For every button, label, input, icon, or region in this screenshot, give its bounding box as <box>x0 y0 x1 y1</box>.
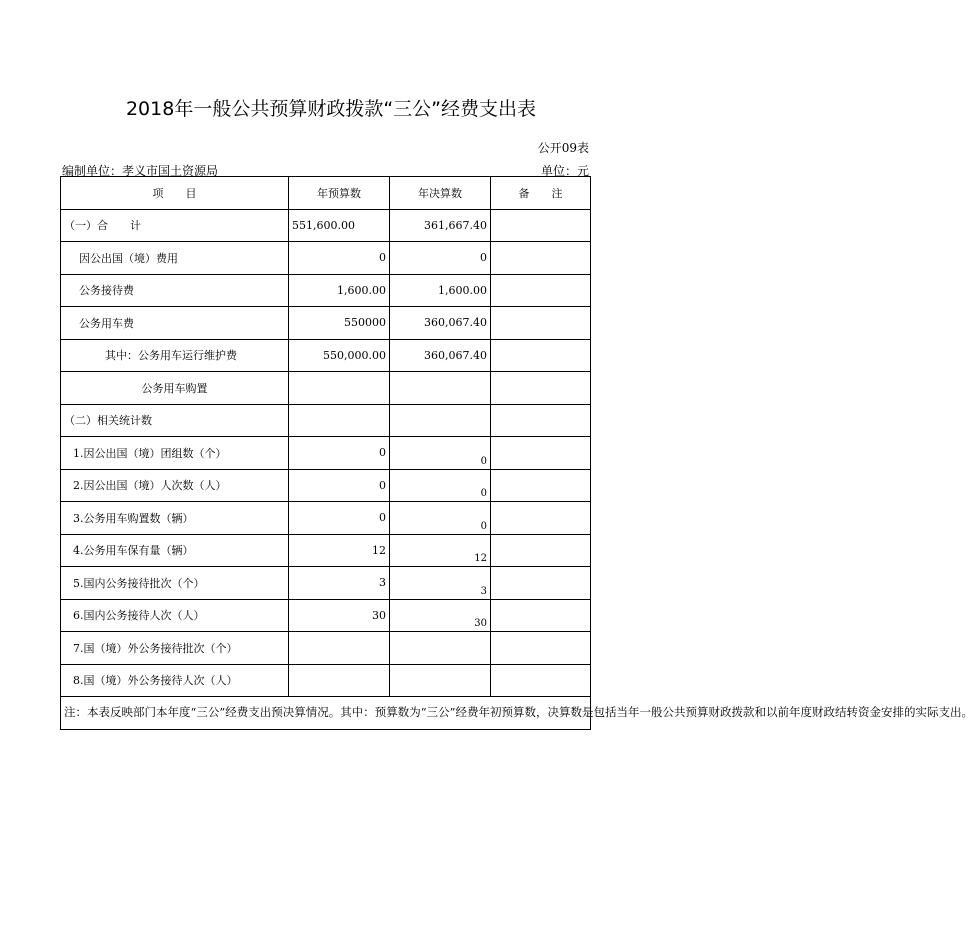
row-final <box>390 664 491 697</box>
row-label: 7.国（境）外公务接待批次（个） <box>61 632 289 665</box>
row-budget <box>289 632 390 665</box>
row-label: 公务接待费 <box>61 274 289 307</box>
row-label: 其中：公务用车运行维护费 <box>61 339 289 372</box>
row-final: 0 <box>390 437 491 470</box>
row-label: （一）合 计 <box>61 209 289 242</box>
row-final: 30 <box>390 599 491 632</box>
row-final: 3 <box>390 567 491 600</box>
row-note <box>491 599 591 632</box>
row-budget: 1,600.00 <box>289 274 390 307</box>
expense-table <box>60 176 973 730</box>
table-row <box>61 664 591 697</box>
row-note <box>491 209 591 242</box>
table-row <box>61 339 591 372</box>
row-note <box>491 567 591 600</box>
row-final <box>390 404 491 437</box>
form-number: 公开09表 <box>537 141 589 155</box>
row-final: 0 <box>390 242 491 275</box>
table-row <box>61 599 591 632</box>
row-label: 公务用车购置 <box>61 372 289 405</box>
row-budget <box>289 664 390 697</box>
row-label: 4.公务用车保有量（辆） <box>61 534 289 567</box>
row-label: 3.公务用车购置数（辆） <box>61 502 289 535</box>
row-final <box>390 372 491 405</box>
row-label: 5.国内公务接待批次（个） <box>61 567 289 600</box>
row-final: 361,667.40 <box>390 209 491 242</box>
row-budget: 0 <box>289 242 390 275</box>
header-final: 年决算数 <box>390 177 491 210</box>
table-row <box>61 307 591 340</box>
row-note <box>491 339 591 372</box>
row-budget: 550000 <box>289 307 390 340</box>
currency-unit: 单位：元 <box>540 164 589 178</box>
header-note: 备 注 <box>491 177 591 210</box>
row-final: 360,067.40 <box>390 307 491 340</box>
row-note <box>491 534 591 567</box>
table-header-row <box>61 177 591 210</box>
footnote-row <box>61 697 591 730</box>
row-final <box>390 632 491 665</box>
table-row <box>61 632 591 665</box>
table-row <box>61 404 591 437</box>
row-note <box>491 307 591 340</box>
table-row <box>61 469 591 502</box>
row-note <box>491 664 591 697</box>
row-final: 360,067.40 <box>390 339 491 372</box>
row-final: 1,600.00 <box>390 274 491 307</box>
table-row <box>61 437 591 470</box>
row-label: 6.国内公务接待人次（人） <box>61 599 289 632</box>
table-row <box>61 274 591 307</box>
row-note <box>491 372 591 405</box>
row-final: 0 <box>390 469 491 502</box>
row-label: 2.因公出国（境）人次数（人） <box>61 469 289 502</box>
row-note <box>491 274 591 307</box>
table-row <box>61 242 591 275</box>
row-budget: 551,600.00 <box>289 209 390 242</box>
table-row <box>61 502 591 535</box>
row-final: 12 <box>390 534 491 567</box>
row-note <box>491 437 591 470</box>
row-budget <box>289 372 390 405</box>
row-label: 8.国（境）外公务接待人次（人） <box>61 664 289 697</box>
row-label: 1.因公出国（境）团组数（个） <box>61 437 289 470</box>
header-item: 项 目 <box>61 177 289 210</box>
table-row <box>61 567 591 600</box>
row-label: 公务用车费 <box>61 307 289 340</box>
table-row <box>61 372 591 405</box>
row-final: 0 <box>390 502 491 535</box>
page-title: 2018年一般公共预算财政拨款“三公”经费支出表 <box>125 98 537 120</box>
row-note <box>491 632 591 665</box>
footnote: 注：本表反映部门本年度“三公”经费支出预决算情况。其中：预算数为“三公”经费年初预算数，决算数是包括当年一般公共预算财政拨款和以前年度财政结转资金安排的实际支出。 <box>61 697 591 730</box>
row-budget <box>289 404 390 437</box>
row-budget: 30 <box>289 599 390 632</box>
row-budget: 0 <box>289 469 390 502</box>
row-note <box>491 502 591 535</box>
table-row <box>61 534 591 567</box>
row-note <box>491 469 591 502</box>
row-budget: 3 <box>289 567 390 600</box>
row-label: 因公出国（境）费用 <box>61 242 289 275</box>
row-note <box>491 404 591 437</box>
row-budget: 0 <box>289 502 390 535</box>
table-row <box>61 209 591 242</box>
row-label: （二）相关统计数 <box>61 404 289 437</box>
row-budget: 12 <box>289 534 390 567</box>
row-budget: 550,000.00 <box>289 339 390 372</box>
header-budget: 年预算数 <box>289 177 390 210</box>
row-budget: 0 <box>289 437 390 470</box>
row-note <box>491 242 591 275</box>
compiling-unit: 编制单位：孝义市国土资源局 <box>62 164 219 178</box>
